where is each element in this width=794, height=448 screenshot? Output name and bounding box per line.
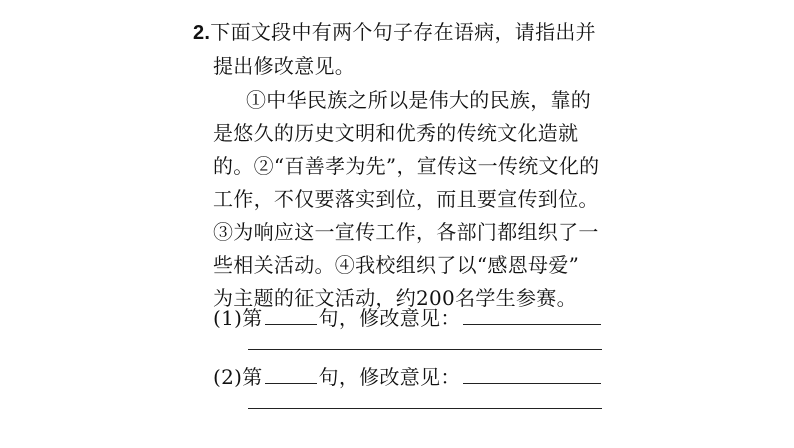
revision-continuation-line-2[interactable]	[248, 408, 602, 409]
passage-line: 工作，不仅要落实到位，而且要宣传到位。	[213, 187, 599, 211]
question-stem-line-2: 提出修改意见。	[213, 54, 356, 78]
passage-line: 为主题的征文活动，约200名学生参赛。	[213, 286, 577, 310]
passage-line: ③为响应这一宣传工作，各部门都组织了一	[213, 220, 599, 244]
revision-blank-1[interactable]	[463, 304, 601, 325]
question-stem-line-1: 2.下面文段中有两个句子存在语病，请指出并	[193, 20, 596, 44]
answer-line-1: (1)第 句，修改意见：	[213, 304, 603, 332]
passage-line: ①中华民族之所以是伟大的民族，靠的	[246, 88, 592, 112]
question-number: 2.	[193, 22, 211, 44]
passage-line: 是悠久的历史文明和优秀的传统文化造就	[213, 121, 579, 145]
passage-line: 的。②“百善孝为先”，宣传这一传统文化的	[213, 154, 600, 178]
sentence-number-blank-1[interactable]	[265, 304, 317, 325]
revision-blank-2[interactable]	[463, 363, 601, 384]
revision-continuation-line-1[interactable]	[248, 349, 602, 350]
answer-line-2: (2)第 句，修改意见：	[213, 363, 603, 391]
passage-line: 些相关活动。④我校组织了以“感恩母爱”	[213, 253, 580, 277]
sentence-number-blank-2[interactable]	[265, 363, 317, 384]
